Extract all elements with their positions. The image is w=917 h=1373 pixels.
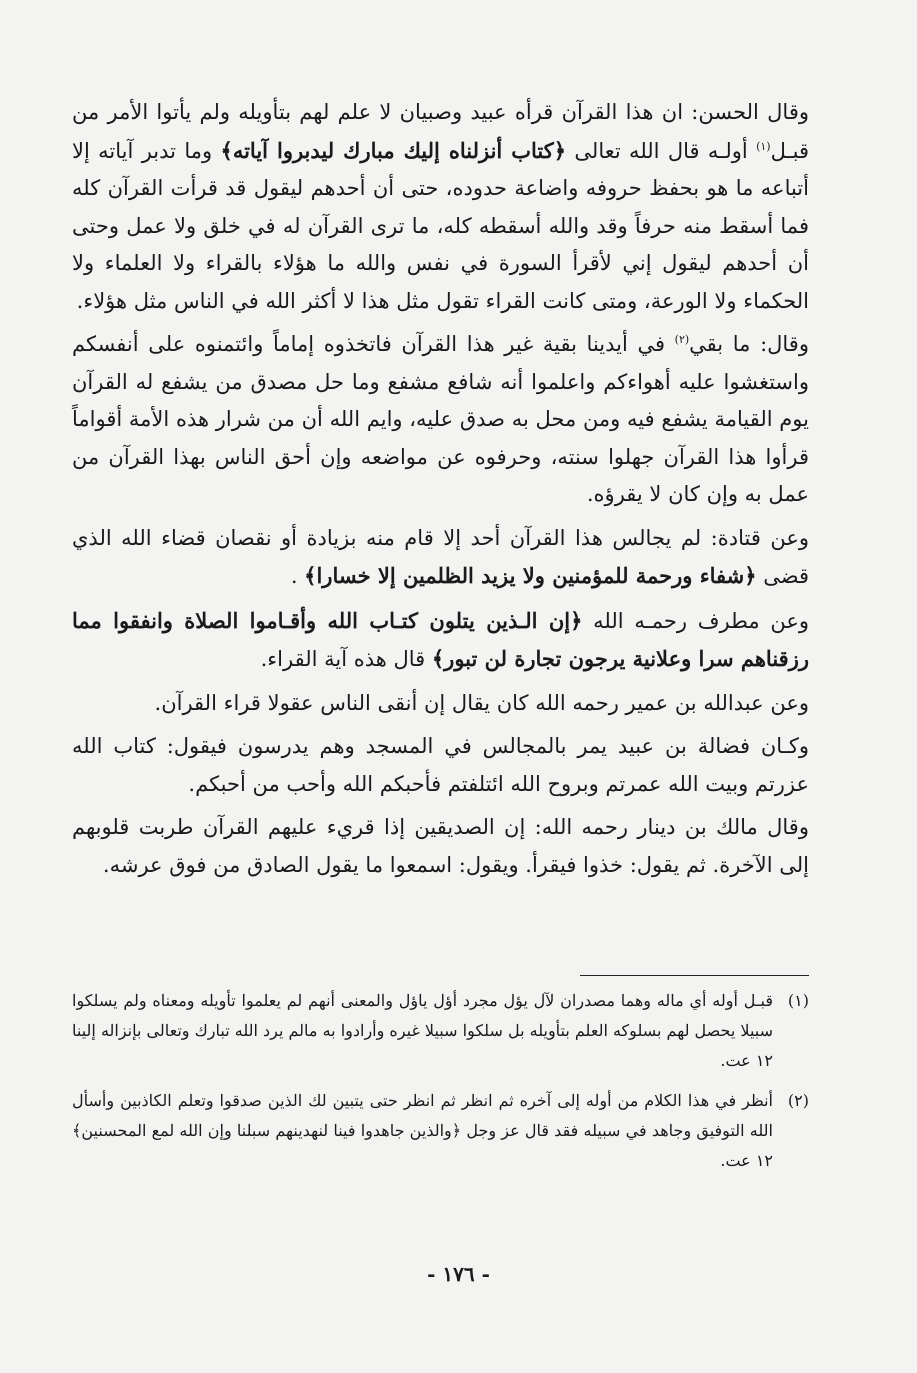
paragraph [72,602,809,679]
paragraph-text: وعن مطرف رحمـه الله [582,608,809,633]
footnote-number: (١) [787,991,809,1010]
footnote-text: أنظر في هذا الكلام من أوله إلى آخره ثم انظر ثم انظر حتى يتبين لك الذين صدقوا وتعلم الكاذبين وأسأل الله التوفيق وجاهد في سبيله فقد قال عز وجل ﴿والذين جاهدوا فينا لنهدينهم سبلنا وإن الله لمع المحسنين﴾ ١٢ عت. [72,1091,773,1170]
paragraph-text: وقال الحسن: ان هذا القرآن قرأه عبيد وصبيان لا علم لهم بتأويله ولم يأتوا الأمر من قبـل [72,100,810,163]
paragraph-text: في أيدينا بقية غير هذا القرآن فاتخذوه إماماً وائتمنوه على أنفسكم واستغشوا عليه أهواءكم واعلموا أنه شافع مشفع وما حل مصدق من يشفع له القرآن يوم القيامة يشفع فيه ومن محل به صدق عليه، وايم الله أن من شرار هذه الأمة أقواماً قرأوا هذا القرآن جهلوا سنته، وحرفوه عن مواضعه وإن أحق الناس بهذا القرآن من عمل به وإن كان لا يقرؤه. [72,332,809,506]
paragraph-text: وقال: ما بقي [689,332,809,356]
paragraph [72,685,809,723]
paragraph [72,94,809,320]
footnote-text: قبـل أوله أي ماله وهما مصدران لآل يؤل مجرد أؤل ياؤل والمعنى أنهم لم يعلموا تأويله ومعناه ولم يسلكوا سبيلا يحصل لهم بسلوكه العلم بتأويله بل سلكوا سبيلا غيره وأرادوا به مالم يرد الله تبارك وتعالى بإنزاله إلينا ١٢ عت. [72,991,773,1070]
quran-verse: ﴿كتاب أنزلناه إليك مبارك ليدبروا آياته﴾ [220,137,567,163]
paragraph-text: وعن قتادة: لم يجالس هذا القرآن أحد إلا قام منه بزيادة أو نقصان قضاء الله الذي قضى [72,525,809,588]
footnote-ref: (٢) [674,333,690,346]
paragraph-text: وعن عبدالله بن عمير رحمه الله كان يقال إن أنقى الناس عقولا قراء القرآن. [154,690,809,715]
footnote [72,986,809,1076]
main-text [72,94,809,884]
paragraph-text: أولـه قال الله تعالى [566,138,757,163]
footnote-ref: (١) [756,139,771,153]
page-number: - ١٧٦ - [427,1262,490,1286]
footnote-number: (٢) [787,1091,809,1110]
paragraph-text: . [290,564,305,588]
footnotes [72,986,809,1186]
paragraph-text: وما تدبر آياته إلا أتباعه ما هو بحفظ حروفه واضاعة حدوده، حتى أن أحدهم ليقول قد قرأت القرآن كله فما أسقط منه حرفاً وقد والله أسقطه كله، ما ترى القرآن له في خلق ولا عمل وحتى أن أحدهم ليقول إني لأقرأ السورة في نفس والله ما هؤلاء بالقراء ولا العلماء ولا الحكماء ولا الورعة، ومتى كانت القراء تقول مثل هذا لا أكثر الله في الناس مثل هؤلاء. [72,138,809,313]
footnote [72,1086,809,1176]
quran-verse: ﴿إن الـذين يتلون كتـاب الله وأقـاموا الصلاة وانفقوا مما رزقناهم سرا وعلانية يرجون تجارة لن تبور﴾ [72,607,809,671]
paragraph-text: قال هذه آية القراء. [260,647,432,671]
paragraph [72,809,809,884]
paragraph [72,520,809,596]
quran-verse: ﴿شفاء ورحمة للمؤمنين ولا يزيد الظلمين إلا خسارا﴾ [304,563,757,588]
paragraph [72,728,809,803]
paragraph [72,326,809,514]
paragraph-text: وقال مالك بن دينار رحمه الله: إن الصديقين إذا قريء عليهم القرآن طربت قلوبهم إلى الآخرة. ثم يقول: خذوا فيقرأ. ويقول: اسمعوا ما يقول الصادق من فوق عرشه. [72,815,809,877]
footnote-separator [580,975,809,976]
paragraph-text: وكـان فضالة بن عبيد يمر بالمجالس في المسجد وهم يدرسون فيقول: كتاب الله عزرتم وبيت الله عمرتم وبروح الله ائتلفتم فأحبكم الله وأحب من أحبكم. [72,734,809,796]
